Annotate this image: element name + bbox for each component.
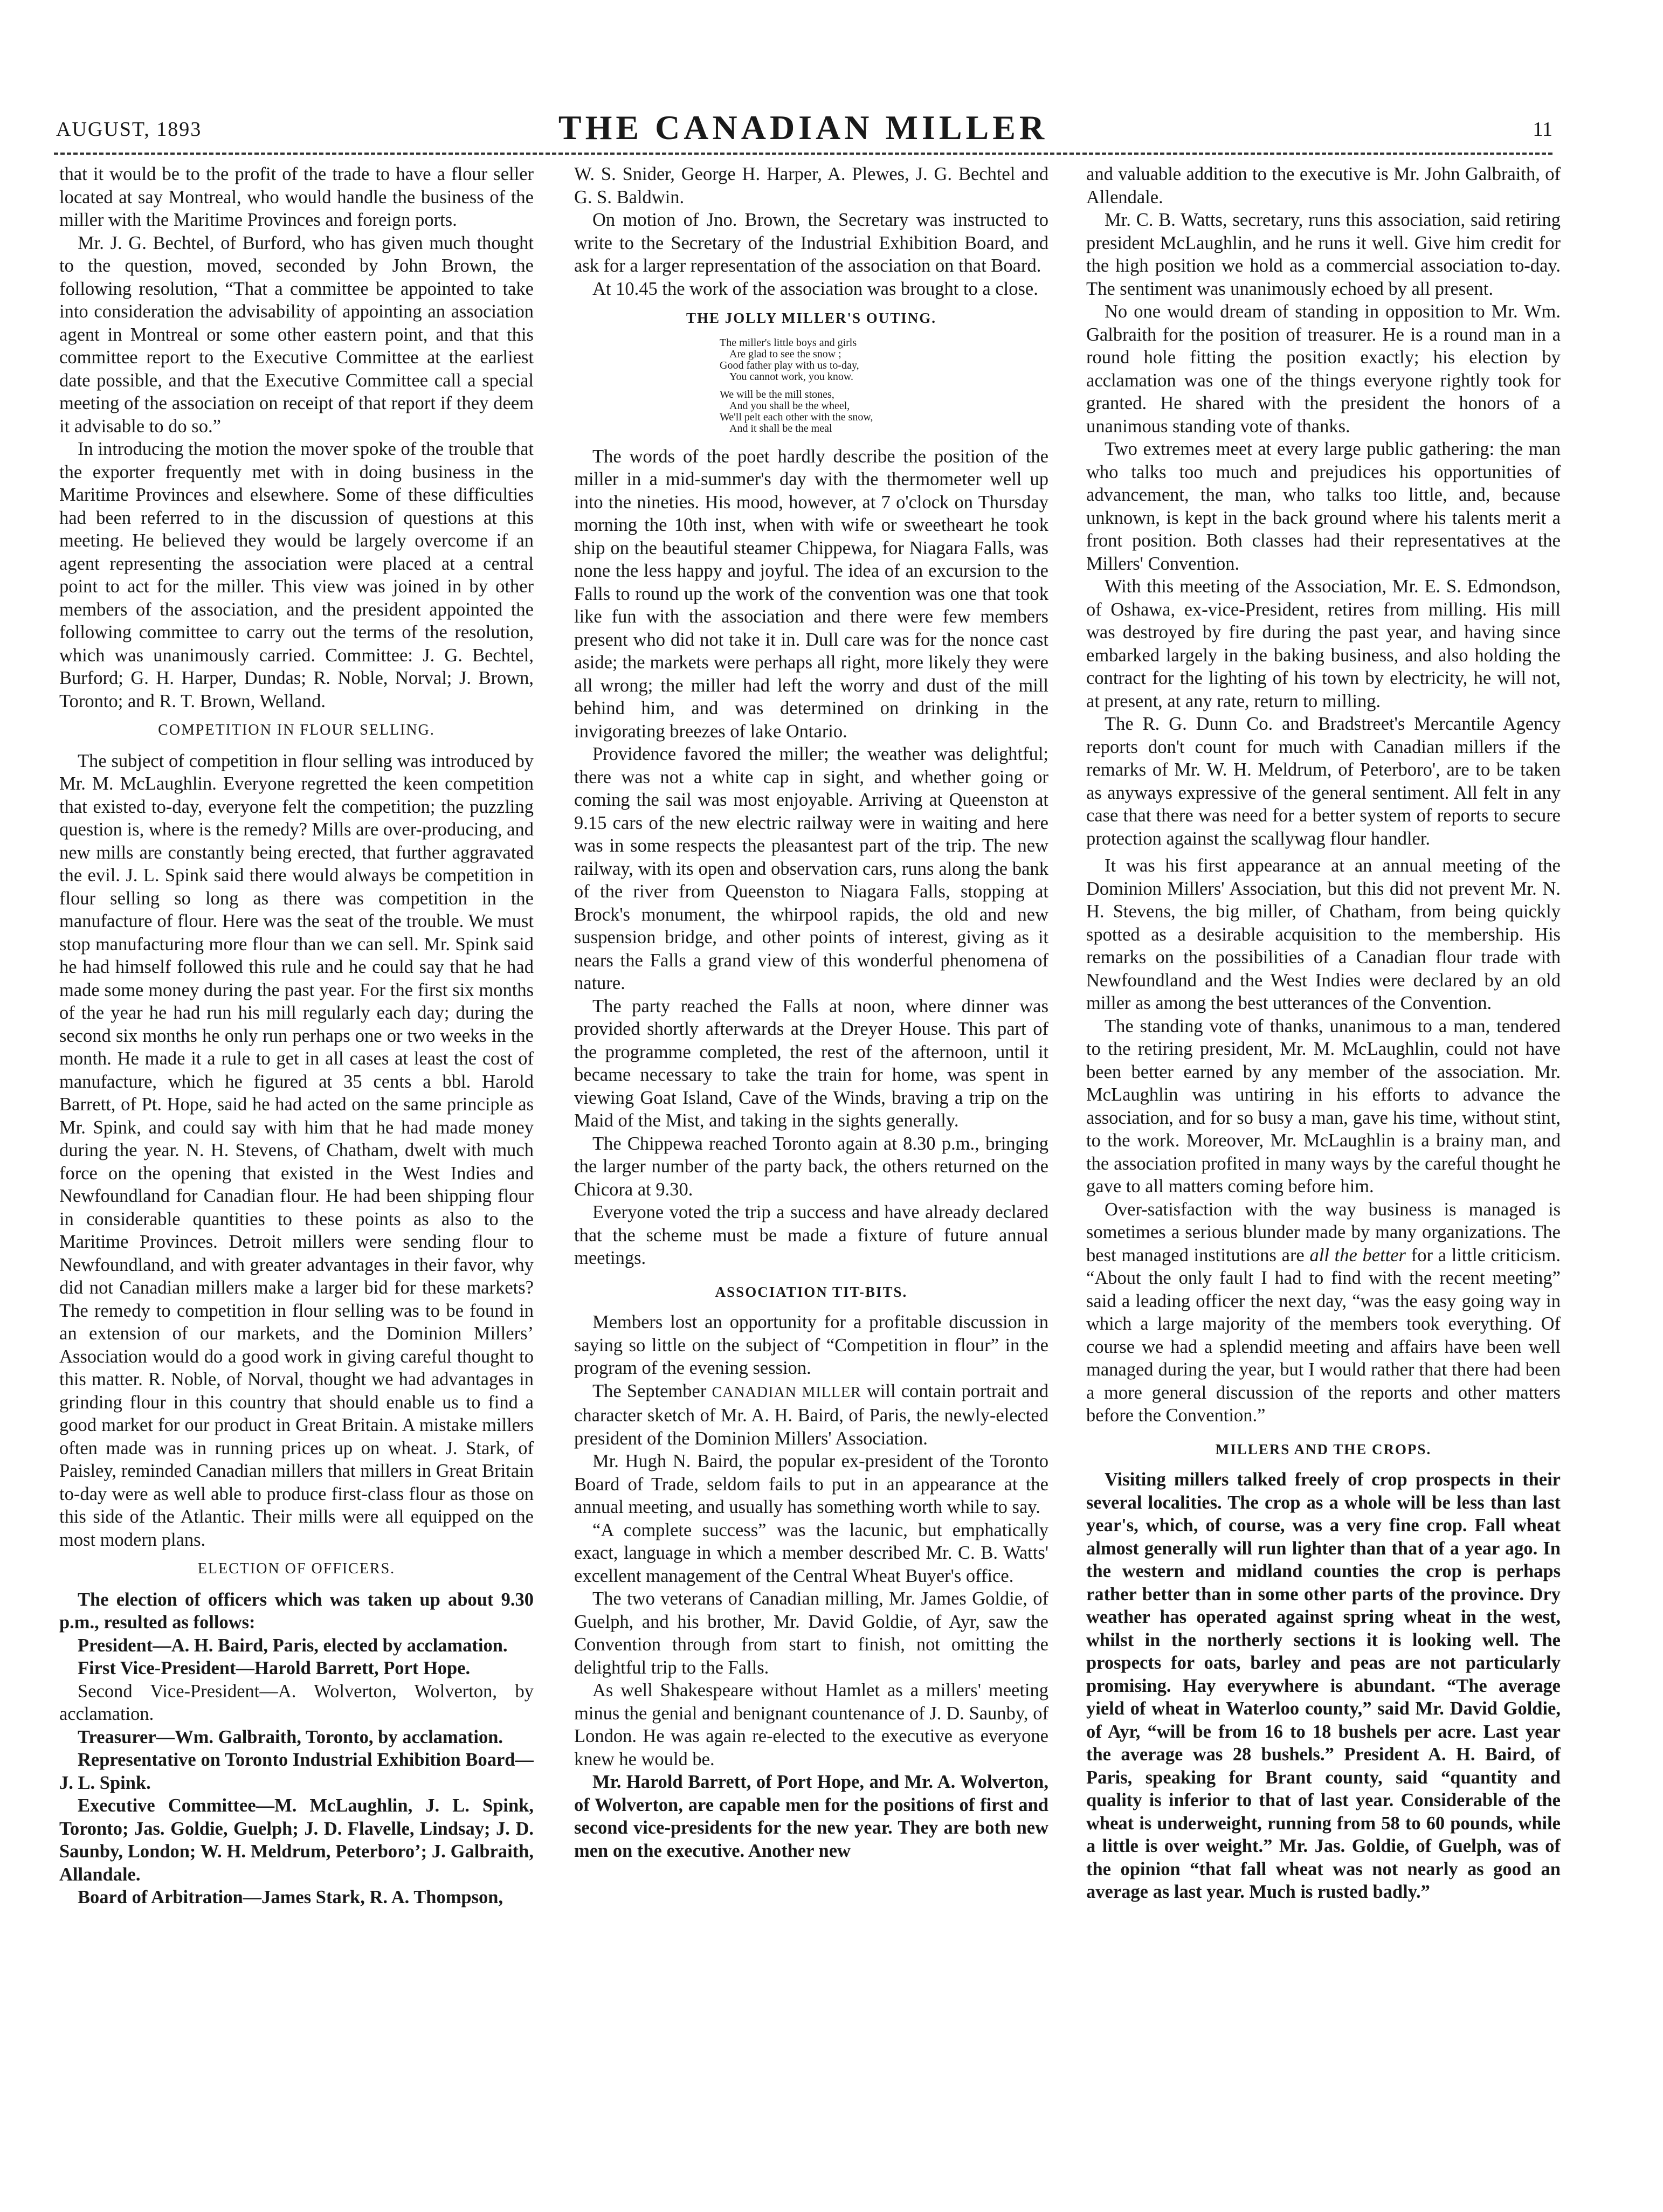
paragraph: The standing vote of thanks, unanimous to a man, tendered to the retiring president, Mr. M. McLaughlin, could not have been better earned by any member of the association. Mr. McLaughlin was untiring in his efforts to advance the association, and for so busy a man, gave his time, without stint, to the work. Moreover, Mr. McLaughlin is a brainy man, and the association profited in many ways by the careful thought he gave to all matters coming before him. bbox=[1086, 1015, 1561, 1197]
poem bbox=[720, 337, 1048, 434]
paragraph: On motion of Jno. Brown, the Secretary was instructed to write to the Secretary of the Industrial Exhibition Board, and ask for a larger representation of the association on that Board. bbox=[574, 210, 1048, 276]
officer-entry: Executive Committee—M. McLaughlin, J. L. Spink, Toronto; Jas. Goldie, Guelph; J. D. Flavelle, Lindsay; J. D. Saunby, London; W. H. Meldrum, Peterboro’; J. Galbraith, Allandale. bbox=[59, 1795, 534, 1885]
paragraph: No one would dream of standing in opposition to Mr. Wm. Galbraith for the position of treasurer. He is a round man in a round hole fitting the position exactly; his election by acclamation was one of the things everyone rightly took for granted. He shared with the president the honors of a unanimous standing vote of thanks. bbox=[1086, 301, 1561, 437]
officer-entry: Second Vice-President—A. Wolverton, Wolverton, by acclamation. bbox=[59, 1681, 534, 1724]
text-run: will contain portrait and character sketch of Mr. A. H. Baird, of Paris, the newly-elected president of the Dominion Millers' Association. bbox=[574, 1380, 1048, 1449]
poem-line: Are glad to see the snow ; bbox=[729, 348, 841, 360]
officer-entry: Treasurer—Wm. Galbraith, Toronto, by acclamation. bbox=[78, 1726, 503, 1747]
text-run: for a little criticism. “About the only fault I had to find with the recent meeting” said a leading officer the next day, “was the easy going way in which a large majority of the members took everything. Of course we had a splendid meeting and affairs have been well managed during the year, but I would rather that there had been a more general discussion of the reports and other matters before the Convention.” bbox=[1086, 1245, 1561, 1426]
poem-line: The miller's little boys and girls bbox=[720, 336, 857, 349]
paragraph: Visiting millers talked freely of crop prospects in their several localities. The crop as a whole will be less than last year's, which, of course, was a very fine crop. Fall wheat almost generally will run lighter than that of a year ago. In the western and midland counties the crop is perhaps rather better than in some other parts of the province. Dry weather has operated against spring wheat in the west, whilst in the northerly sections it is looking well. The prospects for oats, barley and peas are not particularly promising. Hay everywhere is abundant. “The average yield of wheat in Waterloo county,” said Mr. David Goldie, of Ayr, “will be from 16 to 18 bushels per acre. Last year the average was 28 bushels.” President A. H. Baird, of Paris, speaking for Brant county, said “quantity and quality is inferior to that of last year. Considerable of the wheat is underweight, running from 58 to 60 pounds, while a little is over weight.” Mr. Jas. Goldie, of Guelph, was of the opinion “that fall wheat was not nearly as good an average as last year. Much is rusted badly.” bbox=[1086, 1469, 1561, 1902]
section-heading: ELECTION OF OFFICERS. bbox=[197, 1560, 396, 1577]
poem-line: We'll pelt each other with the snow, bbox=[720, 411, 873, 423]
poem-line: Good father play with us to-day, bbox=[720, 359, 859, 371]
poem-line: You cannot work, you know. bbox=[729, 370, 853, 383]
poem-line: And you shall be the wheel, bbox=[729, 399, 850, 412]
section-heading: ASSOCIATION TIT-BITS. bbox=[715, 1283, 908, 1300]
officer-entry: President—A. H. Baird, Paris, elected by acclamation. bbox=[78, 1635, 508, 1656]
text-run: The September bbox=[592, 1380, 712, 1401]
paragraph: The two veterans of Canadian milling, Mr. James Goldie, of Guelph, and his brother, Mr. David Goldie, of Ayr, saw the Convention through from start to finish, not omitting the delightful trip to the Falls. bbox=[574, 1588, 1048, 1678]
poem-line: We will be the mill stones, bbox=[720, 388, 834, 400]
column-1 bbox=[59, 163, 534, 2189]
page-number: 11 bbox=[1533, 118, 1552, 141]
officer-entry: First Vice-President—Harold Barrett, Port Hope. bbox=[78, 1658, 471, 1678]
paragraph: The election of officers which was taken up about 9.30 p.m., resulted as follows: bbox=[59, 1589, 534, 1633]
emphasis: all the better bbox=[1309, 1245, 1406, 1266]
paragraph: The words of the poet hardly describe the position of the miller in a mid-summer's day with the thermometer well up into the nineties. His mood, however, at 7 o'clock on Thursday morning the 10th inst, when with wife or sweetheart he took ship on the beautiful steamer Chippewa, for Niagara Falls, was none the less happy and joyful. The idea of an excursion to the Falls to round up the work of the convention was one that took like fun with the association and there were few members present who did not take it in. Dull care was for the nonce cast aside; the markets were perhaps all right, more likely they were all wrong; the miller had left the worry and dust of the mill behind him, and was determined on drinking in the invigorating breezes of lake Ontario. bbox=[574, 446, 1048, 742]
paragraph: “A complete success” was the lacunic, but emphatically exact, language in which a member described Mr. C. B. Watts' excellent management of the Central Wheat Buyer's office. bbox=[574, 1519, 1048, 1586]
publication-name: CANADIAN MILLER bbox=[712, 1384, 861, 1401]
paragraph: With this meeting of the Association, Mr. E. S. Edmondson, of Oshawa, ex-vice-President, retires from milling. His mill was destroyed by fire during the past year, and having since embarked largely in the baking business, and also holding the contract for the lighting of his town by electricity, he will not, at present, at any rate, return to milling. bbox=[1086, 576, 1561, 711]
paragraph: Two extremes meet at every large public gathering: the man who talks too much and prejudices his opportunities of advancement, the man, who talks too little, and, because unknown, is kept in the back ground where his talents merit a front position. Both classes had their representatives at the Millers' Convention. bbox=[1086, 439, 1561, 574]
paragraph: The subject of competition in flour selling was introduced by Mr. M. McLaughlin. Everyone regretted the keen competition that existed to-day, everyone felt the competition; the puzzling question is, where is the remedy? Mills are over-producing, and new mills are constantly being erected, that further aggravated the evil. J. L. Spink said there would always be competition in flour selling so long as there was competition in the manufacture of flour. Here was the seat of the trouble. We must stop manufacturing more flour than we can sell. Mr. Spink said he had himself followed this rule and he could say that he had made some money during the past year. For the first six months of the year he had run his mill regularly each day; during the second six months he only run perhaps one or two weeks in the month. He made it a rule to get in all cases at least the cost of manufacture, which he figured at 35 cents a bbl. Harold Barrett, of Pt. Hope, said he had acted on the same principle as Mr. Spink, and could say with him that he had made money during the year. N. H. Stevens, of Chatham, dwelt with much force on the opening that existed in the West Indies and Newfoundland for Canadian flour. He had been shipping flour in considerable quantities to these points as also to the Maritime Provinces. Detroit millers were sending flour to Newfoundland, and with greater advantages in their favor, why did not Canadian millers make a larger bid for these markets? The remedy to competition in flour selling was to be found in an extension of our markets, and the Dominion Millers’ Association would do a good work in giving careful thought to this matter. R. Noble, of Norval, thought we had advantages in grinding flour in this country that should enable us to find a good market for our product in Great Britain. A mistake millers often made was in running prices up on wheat. J. Stark, of Paisley, reminded Canadian millers that millers in Great Britain to-day were as well able to produce first-class flour as those on this side of the Atlantic. Their mills were all equipped on the most modern plans. bbox=[59, 750, 534, 1550]
paragraph: Mr. J. G. Bechtel, of Burford, who has given much thought to the question, moved, seconded by John Brown, the following resolution, “That a committee be appointed to take into consideration the advisability of appointing an association agent in Montreal or some other eastern point, and that this committee report to the Executive Committee at the earliest date possible, and that the Executive Committee call a special meeting of the association on receipt of that report if they deem it advisable to do so.” bbox=[59, 232, 534, 437]
issue-date: AUGUST, 1893 bbox=[56, 118, 202, 141]
paragraph: The R. G. Dunn Co. and Bradstreet's Mercantile Agency reports don't count for much with Canadian millers if the remarks of Mr. W. H. Meldrum, of Peterboro', are to be taken as anyways expressive of the general sentiment. All felt in any case that there was need for a better system of reports to secure protection against the scallywag flour handler. bbox=[1086, 714, 1561, 849]
officer-entry: Representative on Toronto Industrial Exhibition Board—J. L. Spink. bbox=[59, 1750, 534, 1793]
section-heading: MILLERS AND THE CROPS. bbox=[1215, 1441, 1432, 1457]
column-3 bbox=[1086, 163, 1561, 2189]
page-header bbox=[54, 108, 1552, 151]
paragraph: In introducing the motion the mover spoke of the trouble that the exporter frequently met with in doing business in the Maritime Provinces and elsewhere. Some of these difficulties had been referred to in the discussion of questions at this meeting. He believed they would be largely overcome if an agent representing the association were placed at a central point to act for the miller. This view was joined in by other members of the association, and the president appointed the following committee to carry out the terms of the resolution, which was unanimously carried. Committee: J. G. Bechtel, Burford; G. H. Harper, Dundas; R. Noble, Norval; J. Brown, Toronto; and R. T. Brown, Welland. bbox=[59, 439, 534, 711]
paragraph: Mr. Hugh N. Baird, the popular ex-president of the Toronto Board of Trade, seldom fails to put in an appearance at the annual meeting, and usually has something worth while to say. bbox=[574, 1451, 1048, 1517]
paragraph: As well Shakespeare without Hamlet as a millers' meeting minus the genial and benignant countenance of J. D. Saunby, of London. He was again re-elected to the executive as everyone knew he would be. bbox=[574, 1680, 1048, 1769]
paragraph: Providence favored the miller; the weather was delightful; there was not a white cap in sight, and whether going or coming the sail was most enjoyable. Arriving at Queenston at 9.15 cars of the new electric railway were in waiting and here was in some respects the pleasantest part of the trip. The new railway, with its open and observation cars, runs along the bank of the river from Queenston to Niagara Falls, stopping at Brock's monument, the whirpool rapids, the old and new suspension bridge, and other points of interest, giving as it nears the Falls a grand view of this wonderful phenomena of nature. bbox=[574, 744, 1048, 993]
paragraph bbox=[574, 1380, 1048, 1450]
column-2 bbox=[574, 163, 1048, 2189]
paragraph: Members lost an opportunity for a profitable discussion in saying so little on the subject of “Competition in flour” in the program of the evening session. bbox=[574, 1312, 1048, 1378]
text-run: Over-satisfaction with the way business is managed is sometimes a serious blunder made by many organizations. The best managed institutions are bbox=[1086, 1199, 1561, 1266]
paragraph bbox=[1086, 1198, 1561, 1427]
paragraph: The Chippewa reached Toronto again at 8.30 p.m., bringing the larger number of the party back, the others returned on the Chicora at 9.30. bbox=[574, 1133, 1048, 1200]
paragraph: that it would be to the profit of the trade to have a flour seller located at say Montreal, who would handle the business of the miller with the Maritime Provinces and foreign ports. bbox=[59, 164, 534, 230]
paragraph: W. S. Snider, George H. Harper, A. Plewes, J. G. Bechtel and G. S. Baldwin. bbox=[574, 164, 1048, 208]
section-heading: COMPETITION IN FLOUR SELLING. bbox=[158, 722, 435, 738]
paragraph: The party reached the Falls at noon, where dinner was provided shortly afterwards at the Dreyer House. This part of the programme completed, the rest of the afternoon, until it became necessary to take the train for home, was spent in viewing Goat Island, Cave of the Winds, braving a trip on the Maid of the Mist, and taking in the sights generally. bbox=[574, 996, 1048, 1131]
masthead-title: THE CANADIAN MILLER bbox=[558, 108, 1048, 147]
paragraph: Mr. Harold Barrett, of Port Hope, and Mr. A. Wolverton, of Wolverton, are capable men for the positions of first and second vice-presidents for the new year. They are both new men on the executive. Another new bbox=[574, 1772, 1048, 1861]
poem-line: And it shall be the meal bbox=[729, 422, 832, 434]
officer-entry: Board of Arbitration—James Stark, R. A. Thompson, bbox=[78, 1887, 503, 1907]
paragraph: At 10.45 the work of the association was brought to a close. bbox=[592, 278, 1038, 299]
header-rule bbox=[54, 153, 1552, 155]
paragraph: It was his first appearance at an annual meeting of the Dominion Millers' Association, but this did not prevent Mr. N. H. Stevens, the big miller, of Chatham, from being quickly spotted as a desirable acquisition to the membership. His remarks on the possibilities of a Canadian flour trade with Newfoundland and the West Indies were declared by an old miller as among the best utterances of the Convention. bbox=[1086, 855, 1561, 1013]
paragraph: Mr. C. B. Watts, secretary, runs this association, said retiring president McLaughlin, and he runs it well. Give him credit for the high position we hold as a commercial association to-day. The sentiment was unanimously echoed by all present. bbox=[1086, 210, 1561, 299]
paragraph: and valuable addition to the executive is Mr. John Galbraith, of Allendale. bbox=[1086, 164, 1561, 208]
section-heading: THE JOLLY MILLER'S OUTING. bbox=[686, 310, 937, 326]
paragraph: Everyone voted the trip a success and have already declared that the scheme must be made a fixture of future annual meetings. bbox=[574, 1202, 1048, 1268]
